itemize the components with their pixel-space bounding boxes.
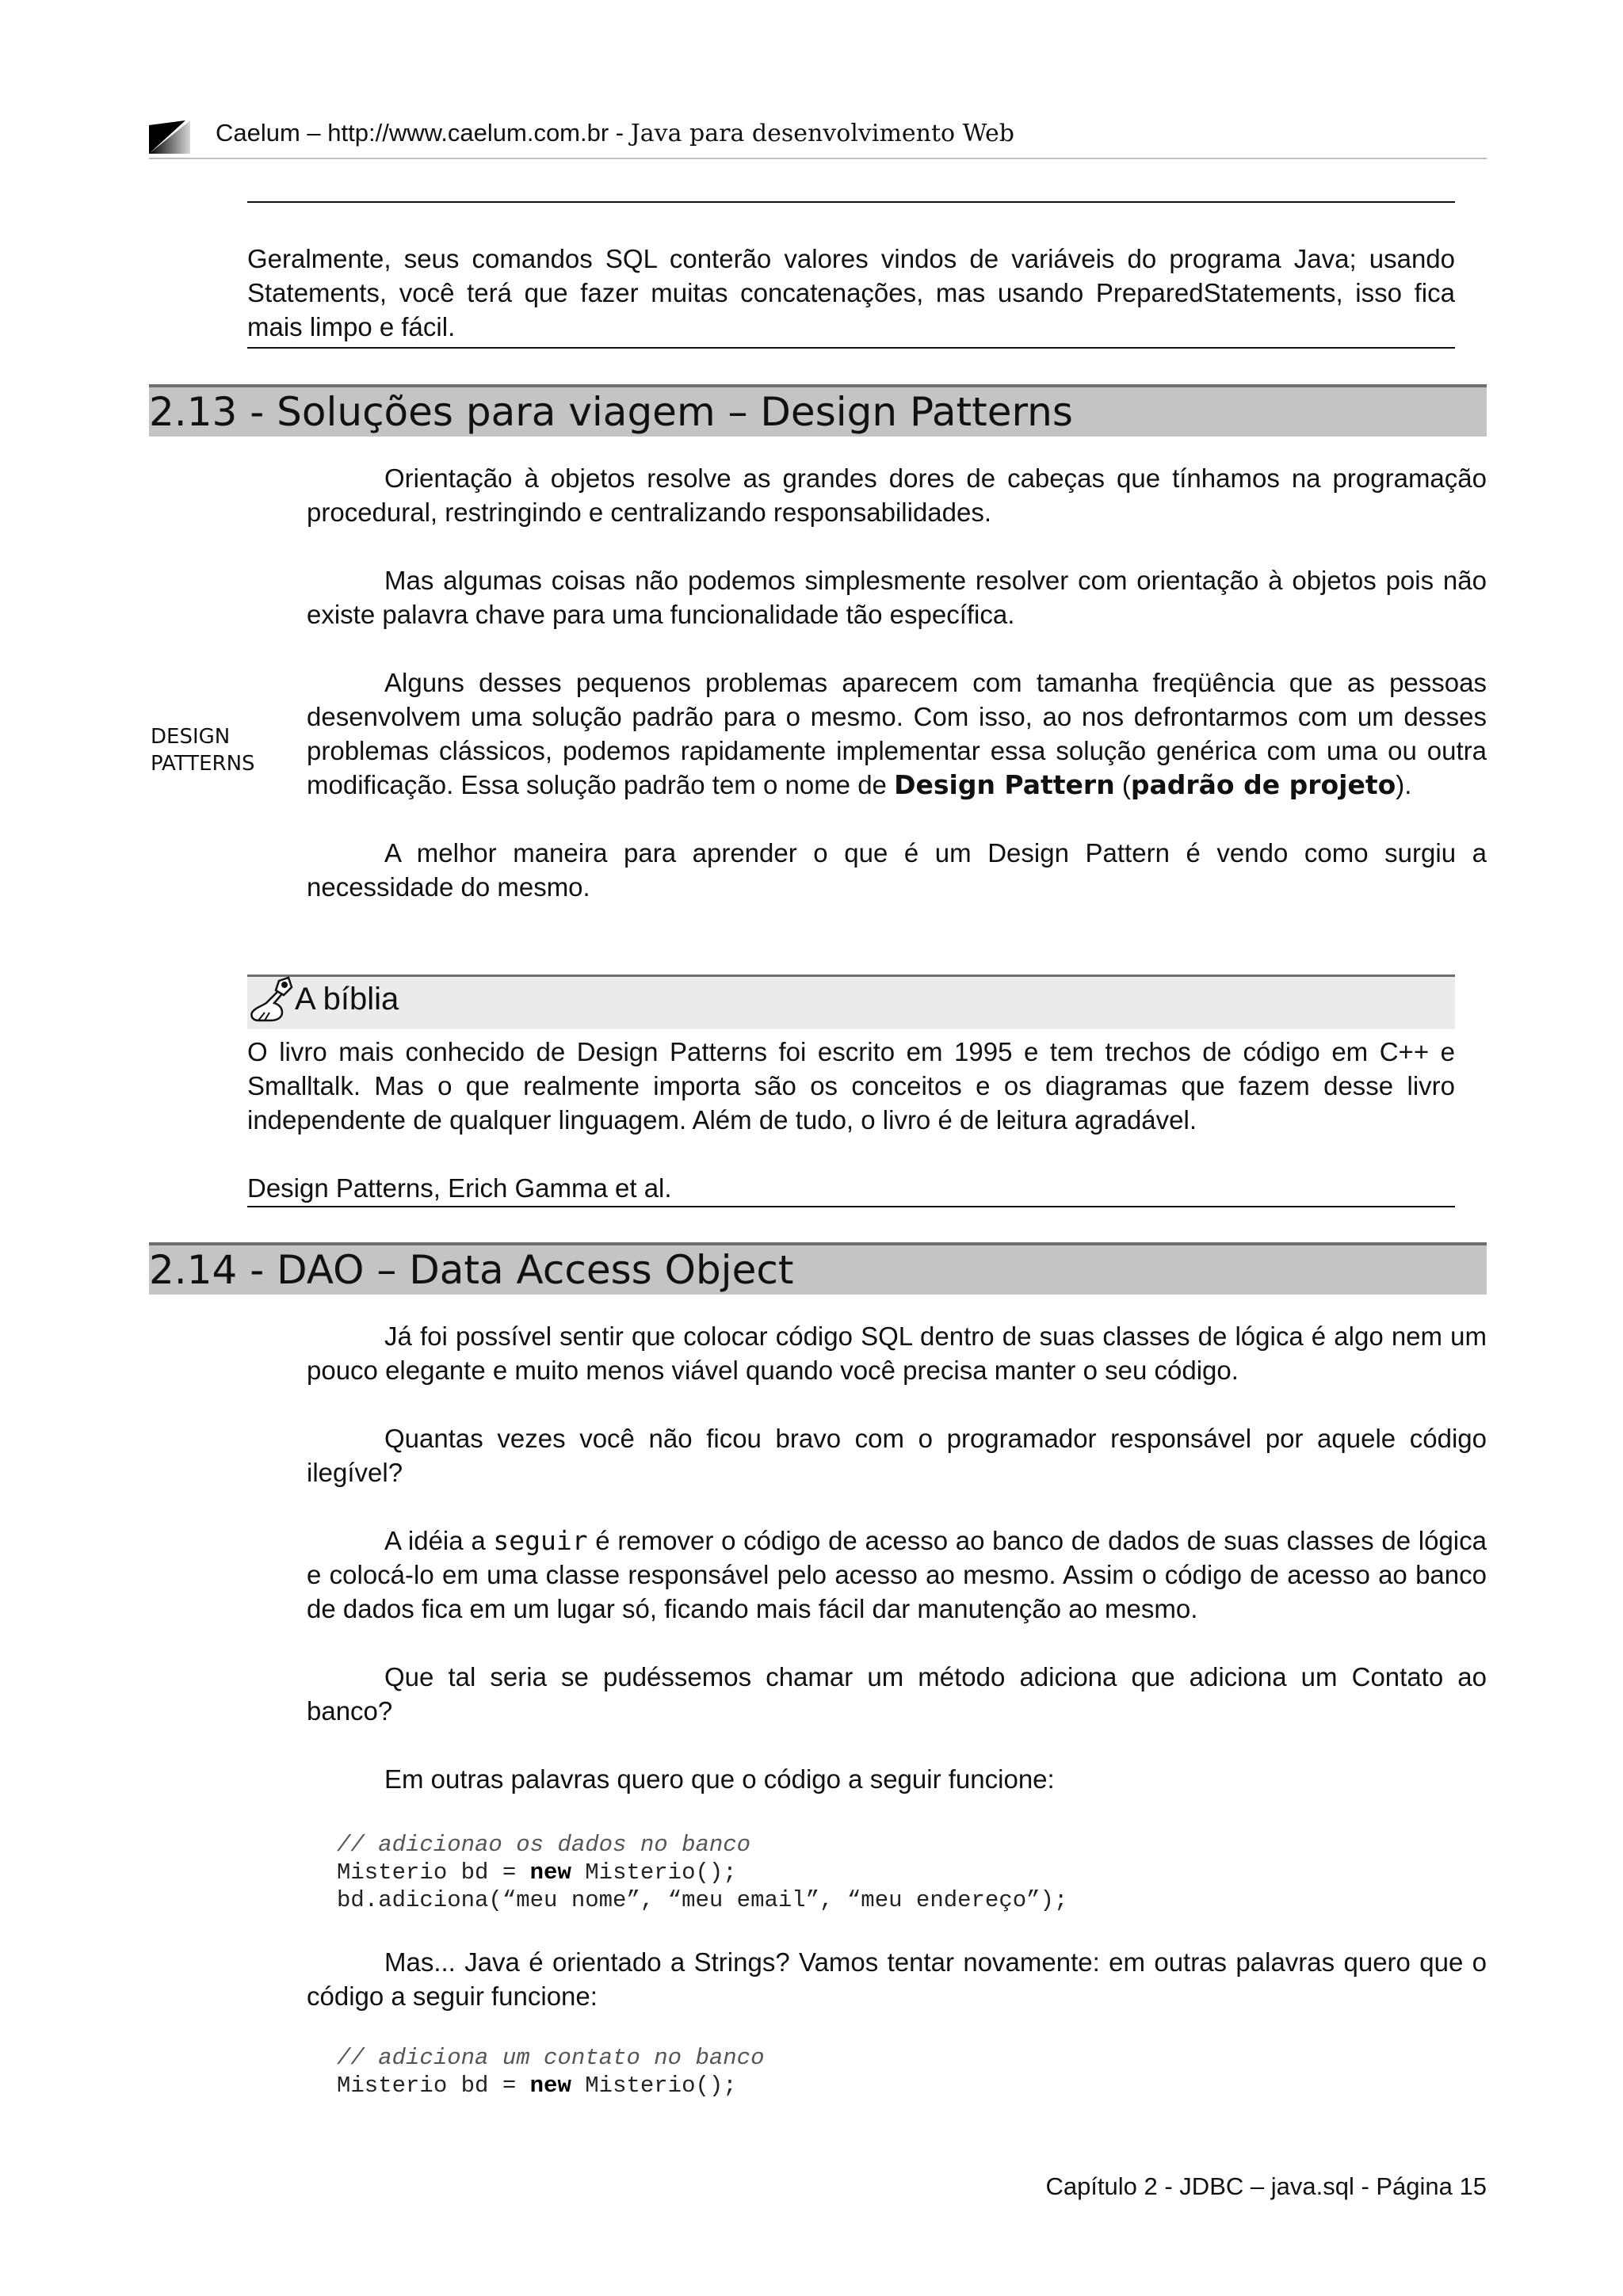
tip-reference: Design Patterns, Erich Gamma et al. — [247, 1173, 672, 1203]
paragraph: A melhor maneira para aprender o que é um Design Pattern é vendo como surgiu a necessidade do mesmo. — [307, 838, 1487, 902]
header-divider — [149, 158, 1487, 159]
paragraph: Alguns desses pequenos problemas aparecem com tamanha freqüência que as pessoas desenvolvem uma solução padrão para o mesmo. Com isso, ao nos defrontarmos com um desses problemas clássicos, podemos rapidamente implementar essa solução genérica com uma ou outra modificação. Essa solução padrão tem o nome de Design Pattern (padrão de projeto). — [307, 668, 1487, 800]
margin-note: DESIGN PATTERNS — [151, 725, 255, 776]
tip-box-title: A bíblia — [295, 982, 399, 1016]
tip-box-body — [247, 1035, 1455, 1205]
tip-paragraph: O livro mais conhecido de Design Patterns foi escrito em 1995 e tem trechos de código em C++ e Smalltalk. Mas o que realmente importa são os conceitos e os diagramas que fazem desse livro independente de qualquer linguagem. Além de tudo, o livro é de leitura agradável. — [247, 1037, 1455, 1135]
code-block — [337, 2044, 765, 2100]
paragraph: Já foi possível sentir que colocar código SQL dentro de suas classes de lógica é algo nem um pouco elegante e muito menos viável quando você precisa manter o seu código. — [307, 1322, 1487, 1385]
section-title: 2.13 - Soluções para viagem – Design Patterns — [149, 389, 1073, 435]
code-line: // adicionao os dados no banco — [337, 1832, 751, 1858]
info-box-text: Geralmente, seus comandos SQL conterão valores vindos de variáveis do programa Java; usando Statements, você terá que fazer muitas concatenações, mas usando PreparedStatements, isso fica mais limpo e fácil. — [247, 244, 1455, 341]
paragraph: Mas... Java é orientado a Strings? Vamos tentar novamente: em outras palavras quero que o código a seguir funcione: — [307, 1947, 1487, 2011]
writing-hand-icon — [247, 976, 295, 1025]
tip-box-bottom-rule — [247, 1206, 1455, 1207]
section-title: 2.14 - DAO – Data Access Object — [149, 1247, 794, 1293]
paragraph: Orientação à objetos resolve as grandes dores de cabeças que tínhamos na programação procedural, restringindo e centralizando responsabilidades. — [307, 463, 1487, 527]
box-top-rule — [247, 201, 1455, 203]
code-block — [337, 1831, 1067, 1914]
tip-box-header — [247, 974, 1455, 1029]
code-line: // adiciona um contato no banco — [337, 2045, 765, 2071]
box-bottom-rule — [247, 347, 1455, 349]
code-line: bd.adiciona(“meu nome”, “meu email”, “meu endereço”); — [337, 1887, 1068, 1913]
section-heading — [149, 1242, 1487, 1295]
caelum-logo-icon — [149, 120, 190, 154]
info-box — [247, 242, 1455, 344]
running-header: Caelum – http://www.caelum.com.br - Java para desenvolvimento Web — [216, 119, 1014, 147]
section-body — [307, 461, 1487, 904]
section-body — [307, 1945, 1487, 2013]
paragraph: A idéia a seguir é remover o código de acesso ao banco de dados de suas classes de lógica e colocá-lo em uma classe responsável pelo acesso ao mesmo. Assim o código de acesso ao banco de dados fica em um lugar só, ficando mais fácil dar manutenção ao mesmo. — [307, 1525, 1487, 1623]
paragraph: Mas algumas coisas não podemos simplesmente resolver com orientação à objetos pois não existe palavra chave para uma funcionalidade tão específica. — [307, 566, 1487, 629]
page-footer: Capítulo 2 - JDBC – java.sql - Página 15 — [1045, 2172, 1487, 2200]
paragraph: Que tal seria se pudéssemos chamar um método adiciona que adiciona um Contato ao banco? — [307, 1662, 1487, 1726]
section-body — [307, 1319, 1487, 1796]
code-line: Misterio bd = new Misterio(); — [337, 2073, 737, 2099]
paragraph: Em outras palavras quero que o código a seguir funcione: — [384, 1764, 1055, 1794]
paragraph: Quantas vezes você não ficou bravo com o programador responsável por aquele código ilegível? — [307, 1424, 1487, 1487]
section-heading — [149, 384, 1487, 437]
code-line: Misterio bd = new Misterio(); — [337, 1859, 737, 1886]
